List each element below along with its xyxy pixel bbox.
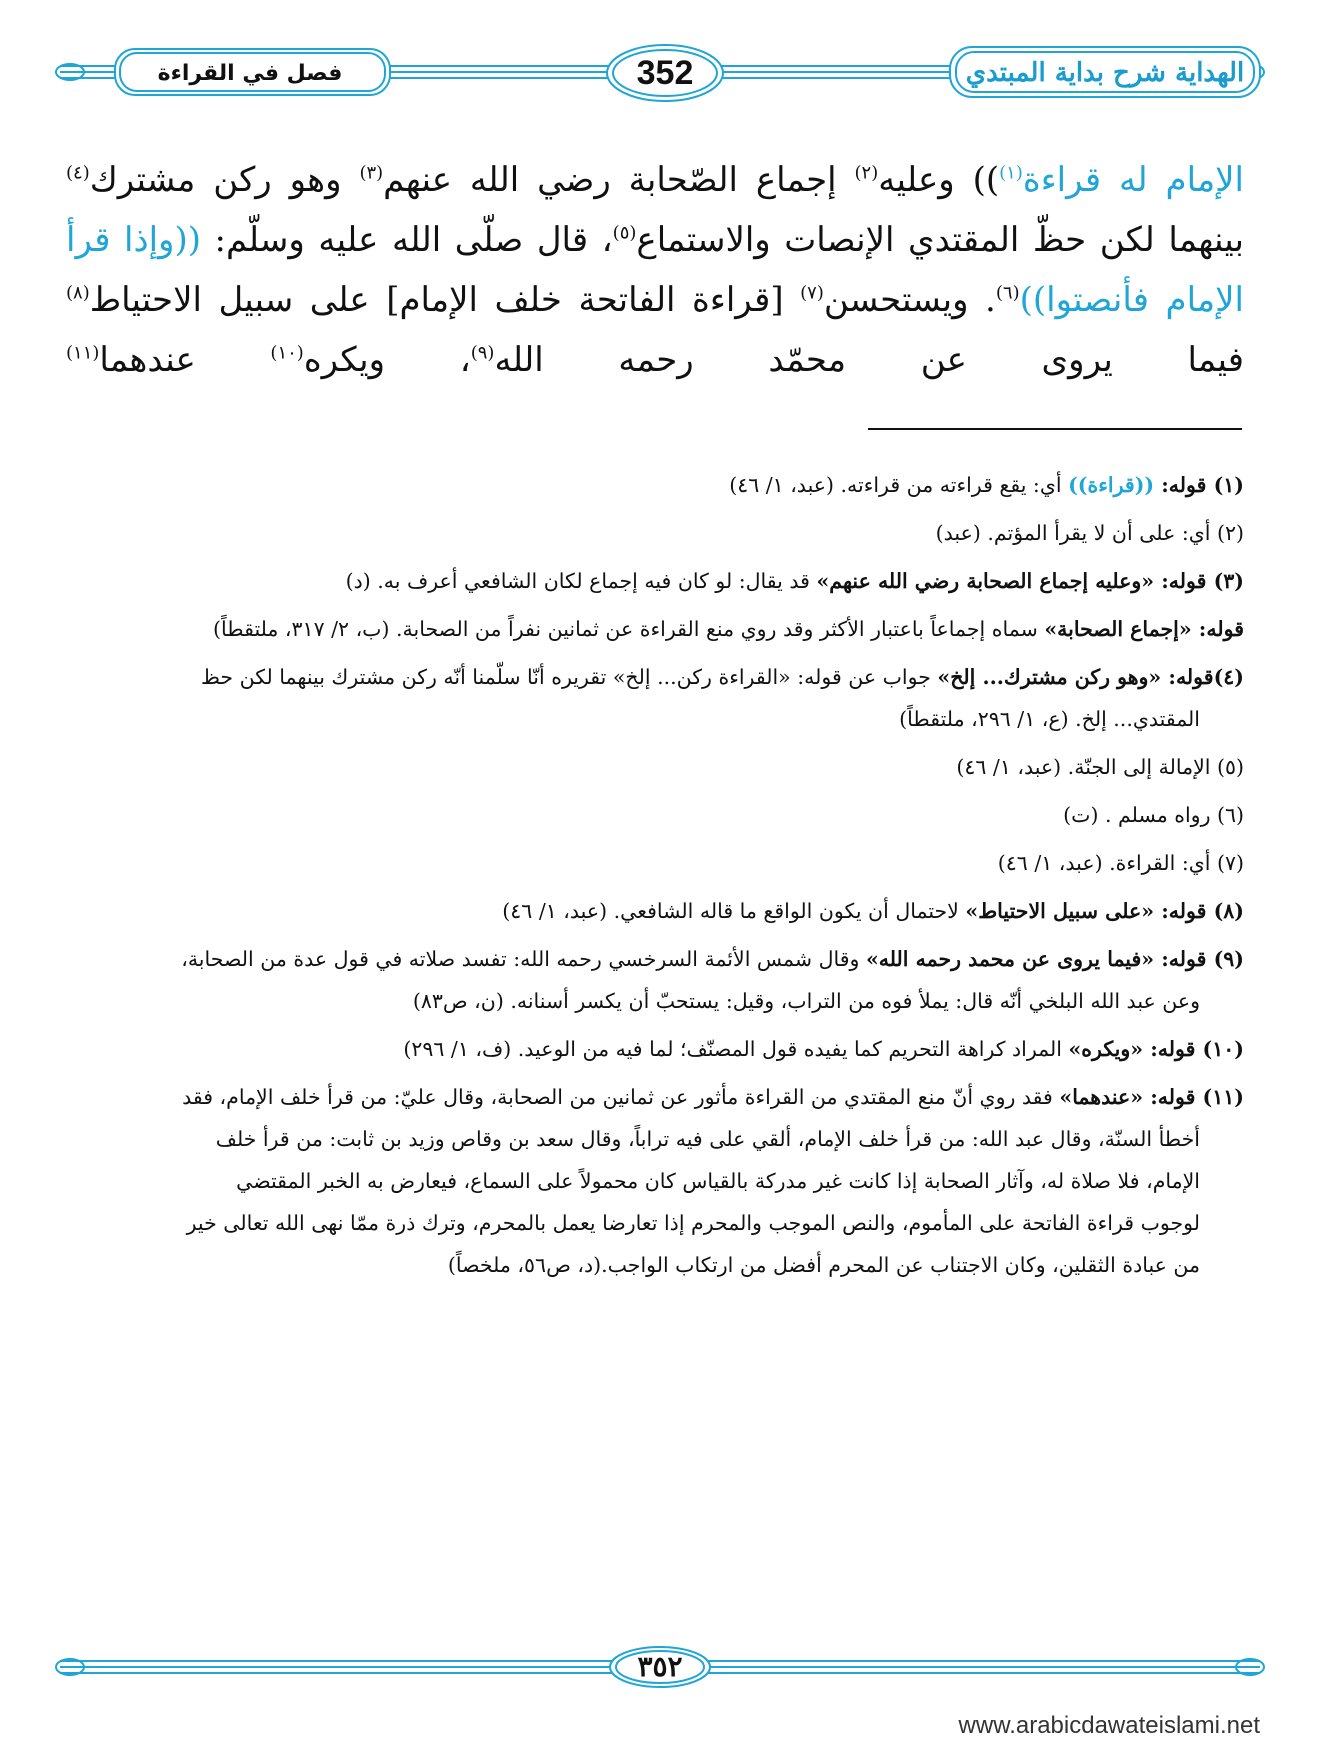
footnote-ref: (١) — [999, 162, 1023, 184]
footnote-text: سماه إجماعاً باعتبار الأكثر وقد روي منع القراءة عن ثمانين نفراً من الصحابة. (ب، ٢/ ٣١٧، ملتقطاً) — [213, 617, 1045, 641]
footnote-4 — [66, 656, 1244, 740]
footnote-continuation: المقتدي... إلخ. (ع، ١/ ٢٩٦، ملتقطاً) — [899, 707, 1200, 731]
footnote-11 — [66, 1076, 1244, 1286]
footnote-number: (٩) — [1206, 947, 1244, 971]
footnote-number: (١١) — [1195, 1085, 1244, 1109]
text-run: إجماع الصّحابة رضي الله عنهم — [383, 160, 855, 200]
footnote-quote: ((قراءة)) — [1068, 473, 1155, 497]
main-paragraph — [66, 150, 1244, 390]
footer-page-number: ٣٥٢ — [637, 1649, 683, 1683]
footnote-continuation: لوجوب قراءة الفاتحة على المأموم، والنص الموجب والمحرم إذا تعارضا يعمل بالمحرم، وترك ذرة ممّا نهى الله تعالى خير — [186, 1211, 1200, 1235]
footnote-label: قوله: «ويكره» — [1068, 1037, 1196, 1061]
footnote-ref: (٩) — [470, 342, 495, 364]
footnote-label: قوله: — [1154, 473, 1207, 497]
footnote-text: (٦) رواه مسلم . (ت) — [1063, 803, 1244, 827]
footnote-8 — [66, 890, 1244, 932]
footnote-text: (٥) الإمالة إلى الجنّة. (عبد، ١/ ٤٦) — [956, 755, 1244, 779]
footnote-label: قوله: «إجماع الصحابة» — [1044, 617, 1244, 641]
footnote-ref: (١٠) — [270, 342, 304, 364]
book-title: الهداية شرح بداية المبتدي — [965, 58, 1245, 88]
footnote-label: قوله: «على سبيل الاحتياط» — [965, 899, 1207, 923]
footnote-label: قوله: «وهو ركن مشترك... إلخ» — [937, 665, 1214, 689]
footnote-label: قوله: «فيما يروى عن محمد رحمه الله» — [865, 947, 1207, 971]
footnote-2 — [66, 512, 1244, 554]
text-run: . ويستحسن — [823, 280, 996, 320]
footnote-3 — [66, 560, 1244, 602]
footnote-ref: (٥) — [612, 222, 637, 244]
highlight-text: الإمام له قراءة — [1022, 160, 1244, 200]
footnote-5 — [66, 746, 1244, 788]
text-run: )) وعليه — [878, 160, 1000, 200]
footnote-continuation: من عبادة الثقلين، وكان الاجتناب عن المحرم أفضل من ارتكاب الواجب.(د، ص٥٦، ملخصاً) — [447, 1253, 1200, 1277]
footnote-number: (٤) — [1213, 665, 1244, 689]
website-link[interactable]: www.arabicdawateislami.net — [958, 1712, 1260, 1739]
footnote-label: قوله: «وعليه إجماع الصحابة رضي الله عنهم» — [816, 569, 1207, 593]
text-run: فيما يروى عن محمّد رحمه الله — [494, 340, 1244, 380]
footnotes — [66, 464, 1244, 1292]
main-text — [66, 150, 1244, 390]
footnote-continuation: وعن عبد الله البلخي أنّه قال: يملأ فوه من التراب، وقيل: يستحبّ أن يكسر أسنانه. (ن، ص٨٣) — [412, 989, 1200, 1013]
footnote-number: (٨) — [1206, 899, 1244, 923]
footnote-number: (١) — [1206, 473, 1244, 497]
chapter-title: فصل في القراءة — [157, 60, 343, 86]
text-run: بينهما لكن حظّ المقتدي الإنصات والاستماع — [636, 220, 1245, 260]
header-page-number: 352 — [636, 53, 694, 92]
footnote-text: (٧) أي: القراءة. (عبد، ١/ ٤٦) — [997, 851, 1244, 875]
page-header — [40, 44, 1280, 114]
footnote-continuation: الإمام، فلا صلاة له، وآثار الصحابة إذا كانت غير مدركة بالقياس كان محمولاً على السماع، فيعارض به الخبر المقتضي — [236, 1169, 1200, 1193]
footnote-1 — [66, 464, 1244, 506]
footnote-label: قوله: «عندهما» — [1059, 1085, 1196, 1109]
footnote-ref: (٧) — [800, 282, 824, 304]
footnote-ref: (٢) — [854, 162, 879, 184]
footnote-text: جواب عن قوله: «القراءة ركن... إلخ» تقريره أنّا سلّمنا أنّه ركن مشترك بينهما لكن حظ — [200, 665, 938, 689]
footnote-7 — [66, 842, 1244, 884]
footnote-text: وقال شمس الأئمة السرخسي رحمه الله: تفسد صلاته في قول عدة من الصحابة، — [181, 947, 866, 971]
hadith-quote: ((وإذا قرأ الإمام فأنصتوا)) — [66, 220, 1244, 320]
footnote-text: لاحتمال أن يكون الواقع ما قاله الشافعي. (عبد، ١/ ٤٦) — [502, 899, 966, 923]
footnote-text: (٢) أي: على أن لا يقرأ المؤتم. (عبد) — [935, 521, 1244, 545]
footnote-text: قد يقال: لو كان فيه إجماع لكان الشافعي أعرف به. (د) — [345, 569, 817, 593]
text-run: عندهما — [99, 340, 271, 380]
footnote-ref: (٣) — [359, 162, 384, 184]
footnote-6 — [66, 794, 1244, 836]
footnote-ref: (٤) — [66, 162, 90, 184]
footnote-9 — [66, 938, 1244, 1022]
footnote-text: المراد كراهة التحريم كما يفيده قول المصنّف؛ لما فيه من الوعيد. (ف، ١/ ٢٩٦) — [403, 1037, 1069, 1061]
footnote-ref: (٨) — [66, 282, 90, 304]
footnote-text: أي: يقع قراءته من قراءته. (عبد، ١/ ٤٦) — [729, 473, 1069, 497]
text-run: ، ويكره — [303, 340, 471, 380]
page-footer — [40, 1644, 1280, 1694]
footnote-number: (١٠) — [1195, 1037, 1244, 1061]
footnote-continuation: أخطأ السنّة، وقال عبد الله: من قرأ خلف الإمام، ألقي على فيه تراباً، وقال سعد بن وقاص وزيد بن ثابت: من قرأ خلف — [215, 1127, 1200, 1151]
footnote-number: (٣) — [1206, 569, 1244, 593]
footnote-ref: (١١) — [66, 342, 100, 364]
footnote-3b — [66, 608, 1244, 650]
text-run: ، قال صلّى الله عليه وسلّم: — [201, 220, 613, 260]
text-run: [قراءة الفاتحة خلف الإمام] على سبيل الاحتياط — [89, 280, 801, 320]
footnote-separator — [868, 428, 1242, 430]
footnote-10 — [66, 1028, 1244, 1070]
text-run: وهو ركن مشترك — [89, 160, 360, 200]
footnote-ref: (٦) — [995, 282, 1020, 304]
footnote-text: فقد روي أنّ منع المقتدي من القراءة مأثور عن ثمانين من الصحابة، وقال عليّ: من قرأ خلف الإمام، فقد — [182, 1085, 1060, 1109]
